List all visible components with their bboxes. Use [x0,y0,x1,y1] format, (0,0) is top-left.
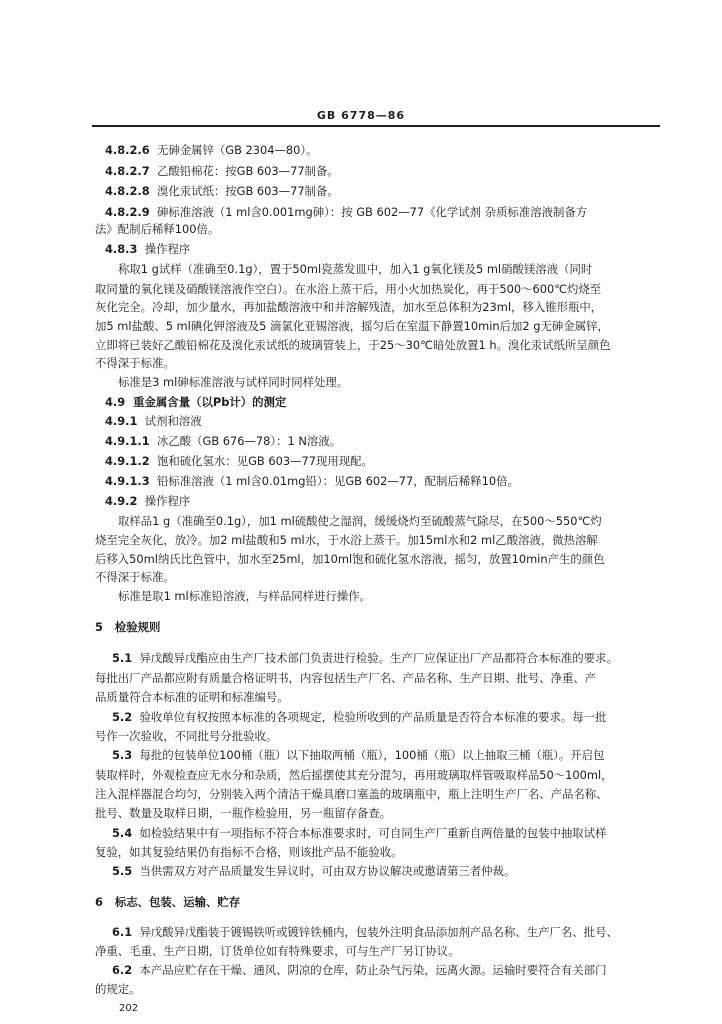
clause-line: 4.8.2.9 砷标准溶液（1 ml含0.001mg砷）：按 GB 602—77《化学试剂 杂质标准溶液制备方 [105,205,588,219]
text-line: 每批出厂产品都应附有质量合格证明书，内容包括生产厂名、产品名称、生产日期、批号、净重、产 [95,671,597,685]
text-line: 批号、数量及取样日期，一瓶作检验用，另一瓶留存备查。 [95,806,392,820]
clause-line: 5.3 每批的包装单位100桶（瓶）以下抽取两桶（瓶），100桶（瓶）以上抽取三桶（瓶）。开启包 [112,748,605,762]
clause-line: 6.1 异戊酸异戊酯装于镀锡铁听或镀锌铁桶内，包装外注明食品添加剂产品名称、生产厂名、批号、 [112,925,618,939]
text-line: 品质量符合本标准的证明和标准编号。 [95,690,289,704]
page-number: 202 [119,1003,139,1014]
text-line: 净重、毛重、生产日期，订货单位如有特殊要求，可与生产厂另订协议。 [95,944,460,958]
standard-code-header: GB 6778—86 [316,109,406,122]
section-heading: 5 检验规则 [95,620,161,634]
clause-line: 5.4 如检验结果中有一项指标不符合本标准要求时，可自同生产厂重新自两倍量的包装中抽取试样 [112,826,607,840]
section-heading: 4.9 重金属含量（以Pb计）的测定 [105,395,287,409]
text-line: 取样品1 g（准确至0.1g），加1 ml硫酸使之湿润，缓缓烧灼至硫酸蒸气除尽，在500～550℃灼 [118,514,602,528]
clause-line: 5.2 验收单位有权按照本标准的各项规定，检验所收到的产品质量是否符合本标准的要求。每一批 [112,710,607,724]
section-heading: 6 标志、包装、运输、贮存 [95,895,241,909]
text-line: 灰化完全。冷却，加少量水，再加盐酸溶液中和并溶解残渣，加水至总体积为23ml，移入锥形瓶中， [95,300,603,314]
clause-heading: 4.9.1 试剂和溶液 [105,414,202,428]
text-line: 不得深于标准。 [95,570,175,584]
clause-line: 6.2 本产品应贮存在干燥、通风、阴凉的仓库，防止杂气污染，远离火源。运输时要符合有关部门 [112,963,607,977]
text-line: 取同量的氧化镁及硝酸镁溶液作空白）。在水浴上蒸干后，用小火加热炭化，再于500～600℃灼烧至 [95,282,602,296]
text-line: 装取样时，外观检查应无水分和杂质，然后摇摆使其充分混匀，再用玻璃取样管吸取样品50～100ml， [95,768,613,782]
text-line: 标准是取1 ml标准铅溶液，与样品同样进行操作。 [118,589,371,603]
text-line: 号作一次验收，不同批号分批验收。 [95,729,278,743]
text-line: 烧至完全灰化，放冷。加2 ml盐酸和5 ml水，于水浴上蒸干。加15ml水和2 ml乙酸溶液，微热溶解 [95,533,598,547]
clause-heading: 4.8.3 操作程序 [105,242,191,256]
text-line: 加5 ml盐酸、5 ml碘化钾溶液及5 滴氯化亚锡溶液，摇匀后在室温下静置10min后加2 g无砷金属锌， [95,319,609,333]
text-line: 不得深于标准。 [95,356,175,370]
clause-line: 5.5 当供需双方对产品质量发生异议时，可由双方协议解决或邀请第三者仲裁。 [112,864,516,878]
text-line: 标准是3 ml砷标准溶液与试样同时同样处理。 [118,375,349,389]
text-line: 后移入50ml纳氏比色管中，加水至25ml，加10ml饱和硫化氢水溶液，摇匀，放置10min产生的颜色 [95,552,605,566]
clause-line: 4.8.2.8 溴化汞试纸：按GB 603—77制备。 [105,184,339,198]
clause-line: 4.8.2.7 乙酸铅棉花：按GB 603—77制备。 [105,164,339,178]
text-line: 复验，如其复验结果仍有指标不合格，则该批产品不能验收。 [95,845,403,859]
text-line: 法》配制后稀释100倍。 [95,222,220,236]
clause-heading: 4.9.2 操作程序 [105,494,191,508]
text-line: 注入混样器混合均匀，分别装入两个清洁干燥具磨口塞盖的玻璃瓶中，瓶上注明生产厂名、产品名称、 [95,787,608,801]
clause-line: 4.9.1.1 冰乙酸（GB 676—78）：1 N溶液。 [105,434,342,448]
clause-line: 4.9.1.3 铅标准溶液（1 ml含0.01mg铅）：见GB 602—77，配制后稀释10倍。 [105,474,519,488]
text-line: 称取1 g试样（准确至0.1g），置于50ml瓷蒸发皿中，加入1 g氧化镁及5 ml硝酸镁溶液（同时 [118,262,593,276]
text-line: 立即将已装好乙酸铅棉花及溴化汞试纸的玻璃管装上，于25～30℃暗处放置1 h。溴化汞试纸所呈颜色 [95,338,611,352]
clause-line: 4.8.2.6 无砷金属锌（GB 2304—80）。 [105,143,318,157]
clause-line: 5.1 异戊酸异戊酯应由生产厂技术部门负责进行检验。生产厂应保证出厂产品都符合本标准的要求。 [112,651,618,665]
text-line: 的规定。 [95,982,141,996]
header-rule [92,125,660,127]
clause-line: 4.9.1.2 饱和硫化氢水：见GB 603—77现用现配。 [105,454,373,468]
